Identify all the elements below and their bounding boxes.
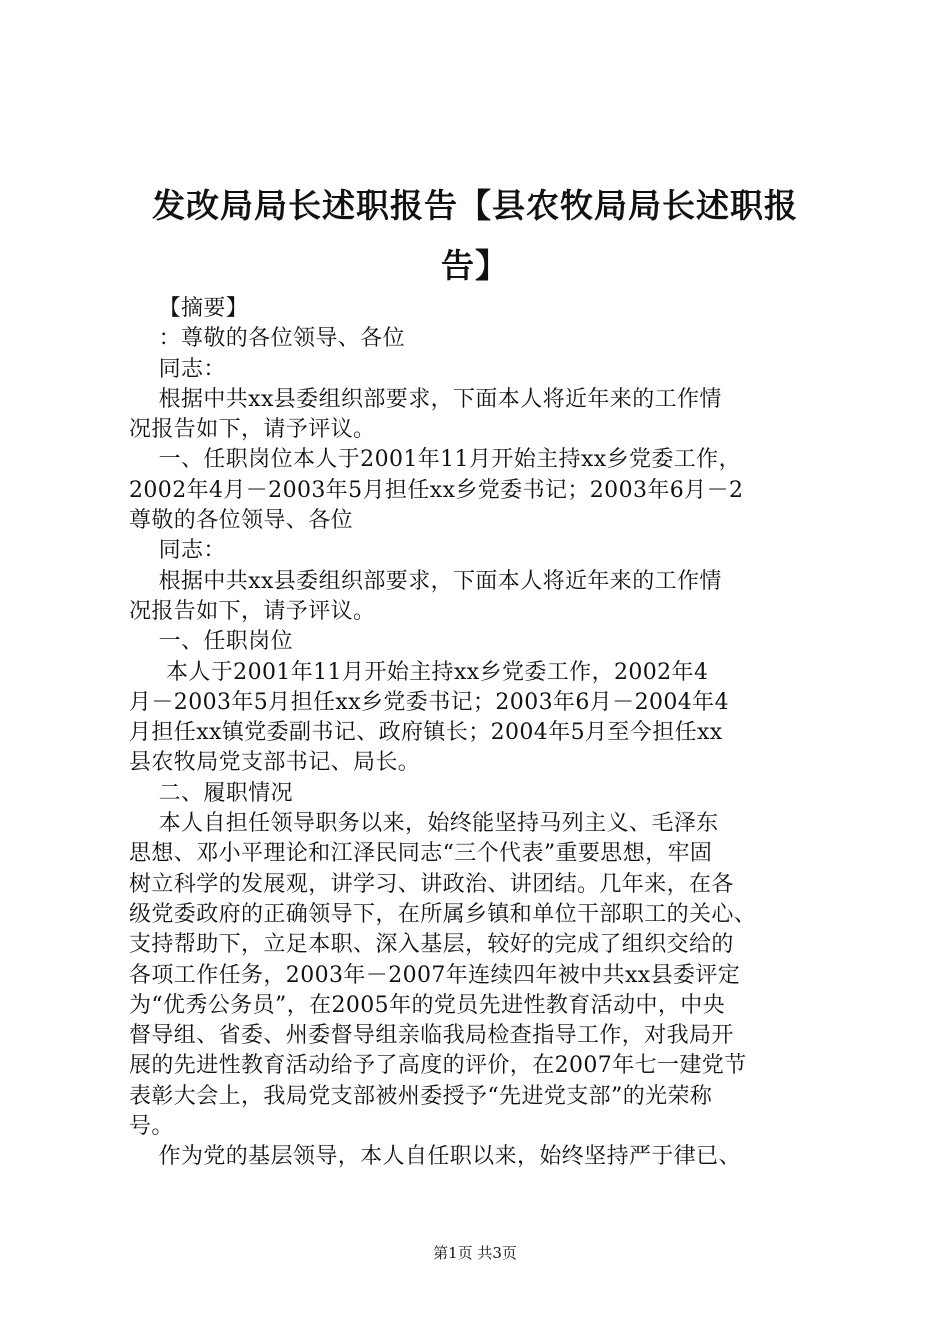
body-line: 况报告如下，请予评议。 [129, 598, 376, 624]
body-line: 各项工作任务，2003年－2007年连续四年被中共xx县委评定 [129, 962, 741, 988]
body-line: 况报告如下，请予评议。 [129, 417, 376, 443]
body-line: 本人于2001年11月开始主持xx乡党委工作，2002年4 [129, 659, 709, 685]
body-line: 督导组、省委、州委督导组亲临我局检查指导工作，对我局开 [129, 1023, 734, 1049]
title-line-1: 发改局局长述职报告【县农牧局局长述职报 [152, 186, 798, 225]
body-line: 月－2003年5月担任xx乡党委书记；2003年6月－2004年4 [129, 689, 729, 715]
body-line: 思想、邓小平理论和江泽民同志“三个代表”重要思想，牢固 [129, 841, 713, 867]
body-line: 树立科学的发展观，讲学习、讲政治、讲团结。几年来，在各 [129, 871, 734, 897]
body-line: 一、任职岗位本人于2001年11月开始主持xx乡党委工作， [129, 447, 741, 473]
body-line: 根据中共xx县委组织部要求，下面本人将近年来的工作情 [129, 386, 722, 412]
document-title [120, 176, 830, 296]
body-line: 级党委政府的正确领导下，在所属乡镇和单位干部职工的关心、 [129, 901, 757, 927]
body-line: 一、任职岗位 [129, 629, 293, 655]
page-footer: 第1页 共3页 [433, 1244, 517, 1262]
body-line: 本人自担任领导职务以来，始终能坚持马列主义、毛泽东 [129, 811, 719, 837]
body-line: 尊敬的各位领导、各位 [129, 508, 354, 534]
body-line: 展的先进性教育活动给予了高度的评价，在2007年七一建党节 [129, 1053, 747, 1079]
body-line: 同志： [129, 356, 226, 382]
body-line: 县农牧局党支部书记、局长。 [129, 750, 421, 776]
document-body [129, 294, 834, 1173]
body-line: 根据中共xx县委组织部要求，下面本人将近年来的工作情 [129, 568, 722, 594]
body-line: 作为党的基层领导，本人自任职以来，始终坚持严于律已、 [129, 1144, 741, 1170]
body-line: 为“优秀公务员”，在2005年的党员先进性教育活动中，中央 [129, 992, 726, 1018]
body-line: 同志： [129, 538, 226, 564]
body-line: 2002年4月－2003年5月担任xx乡党委书记；2003年6月－2 [129, 477, 744, 503]
body-line: 号。 [129, 1114, 174, 1140]
body-line: 二、履职情况 [129, 780, 293, 806]
body-line: 月担任xx镇党委副书记、政府镇长；2004年5月至今担任xx [129, 720, 723, 746]
body-line: ：尊敬的各位领导、各位 [129, 326, 405, 352]
body-line: 表彰大会上，我局党支部被州委授予“先进党支部”的光荣称 [129, 1083, 713, 1109]
title-line-2: 告】 [441, 246, 509, 285]
body-line: 【摘要】 [129, 296, 249, 321]
body-line: 支持帮助下，立足本职、深入基层，较好的完成了组织交给的 [129, 932, 734, 958]
